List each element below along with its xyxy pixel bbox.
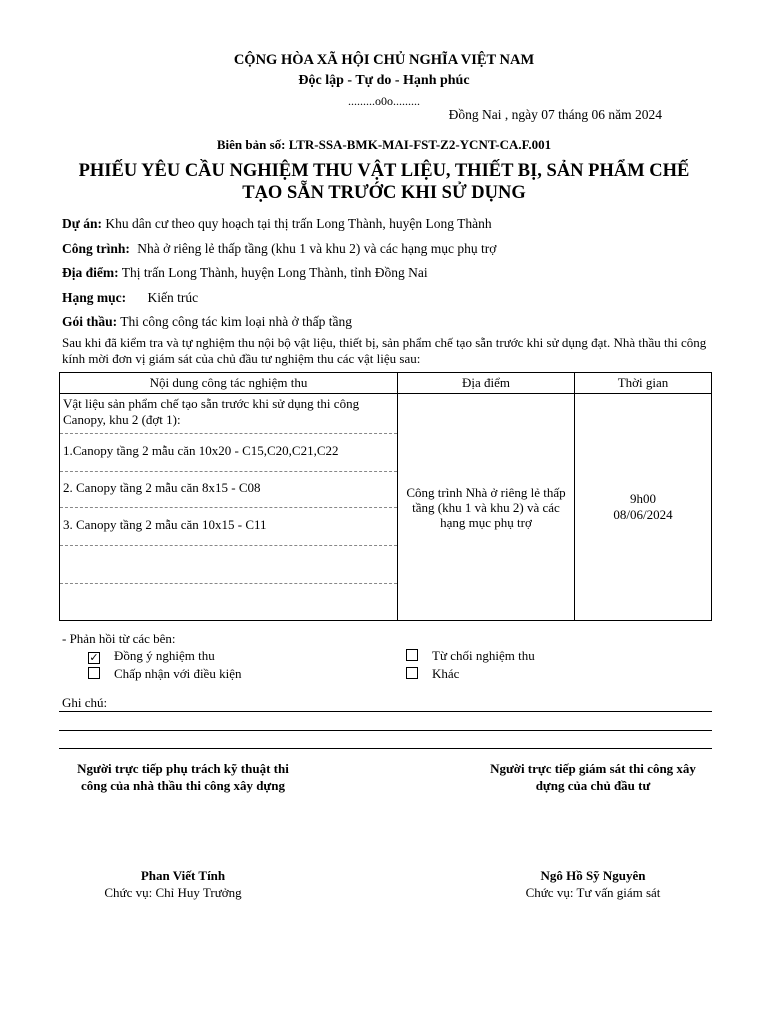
checked-checkbox-icon[interactable]: ✓ [89,652,99,664]
option-other[interactable] [406,666,459,682]
document-number-value: LTR-SSA-BMK-MAI-FST-Z2-YCNT-CA.F.001 [288,137,552,152]
table-item: 1.Canopy tầng 2 mẫu căn 10x20 - C15,C20,C21,C22 [60,434,397,472]
work-row [62,241,496,257]
table-item: Vật liệu sản phẩm chế tạo sẵn trước khi sử dụng thi công Canopy, khu 2 (đợt 1): [60,394,397,434]
right-signatory-name: Ngô Hồ Sỹ Nguyên [540,868,646,883]
content-cell [60,394,398,621]
location-value: Thị trấn Long Thành, huyện Long Thành, tỉnh Đồng Nai [121,265,428,280]
location-cell: Công trình Nhà ở riêng lẻ thấp tầng (khu 1 và khu 2) và các hạng mục phụ trợ [398,394,575,621]
table-item [60,584,397,620]
category-label: Hạng mục: [62,290,127,305]
left-role-line-1: Người trực tiếp phụ trách kỹ thuật thi [77,761,289,776]
left-signatory-position: Chức vụ: Chỉ Huy Trưởng [104,885,242,900]
location-row [62,265,428,281]
work-value: Nhà ở riêng lẻ thấp tầng (khu 1 và khu 2) và các hạng mục phụ trợ [137,241,497,256]
option-agree-label: Đồng ý nghiệm thu [114,648,215,663]
option-reject[interactable] [406,648,535,664]
package-value: Thi công công tác kim loại nhà ở thấp tầng [120,314,352,329]
left-signatory-role [48,760,318,794]
title-line-2: TẠO SẴN TRƯỚC KHI SỬ DỤNG [242,183,526,203]
location-label: Địa điểm: [62,265,119,280]
table-item [60,546,397,584]
project-value: Khu dân cư theo quy hoạch tại thị trấn Long Thành, huyện Long Thành [105,216,492,231]
option-conditional-label: Chấp nhận với điều kiện [114,666,242,681]
table-item: 2. Canopy tầng 2 mẫu căn 8x15 - C08 [60,472,397,508]
note-line-2 [59,730,712,731]
header-location: Địa điểm [398,373,575,394]
option-agree[interactable] [88,648,215,664]
table-row [60,394,712,621]
left-signatory-name: Phan Viết Tính [140,868,226,883]
checkbox-icon[interactable] [88,667,100,679]
document-number [0,137,768,153]
header-time: Thời gian [575,373,712,394]
header-content: Nội dung công tác nghiệm thu [60,373,398,394]
option-other-label: Khác [432,666,460,681]
feedback-label: - Phản hồi từ các bên: [62,631,176,646]
note-line-3 [59,748,712,749]
option-conditional[interactable] [88,666,241,682]
time-hour: 9h00 [630,491,656,506]
intro-paragraph: Sau khi đã kiểm tra và tự nghiệm thu nội bộ vật liệu, thiết bị, sản phẩm chế tạo sẵn trước khi sử dụng đạt. Nhà thầu thi công kính mời đơn vị giám sát của chủ đầu tư nghiệm thu các vật liệu sau: [62,335,707,366]
document-number-label: Biên bản số: [216,137,286,152]
right-signatory-role [458,760,728,794]
right-signatory-position: Chức vụ: Tư vấn giám sát [525,885,661,900]
package-label: Gói thầu: [62,314,118,329]
title-line-1: PHIẾU YÊU CẦU NGHIỆM THU VẬT LIỆU, THIẾT BỊ, SẢN PHẨM CHẾ [78,161,690,181]
table-header-row [60,373,712,394]
project-row [62,216,492,232]
package-row [62,314,352,330]
national-title: CỘNG HÒA XÃ HỘI CHỦ NGHĨA VIỆT NAM [233,52,535,68]
project-label: Dự án: [62,216,102,231]
table-item: 3. Canopy tầng 2 mẫu căn 10x15 - C11 [60,508,397,546]
motto: Độc lập - Tự do - Hạnh phúc [298,73,470,88]
left-role-line-2: công của nhà thầu thi công xây dựng [81,778,285,793]
note-label: Ghi chú: [62,695,108,710]
time-date: 08/06/2024 [613,507,673,522]
checkbox-icon[interactable] [406,667,418,679]
time-cell [575,394,712,621]
work-label: Công trình: [62,241,130,256]
right-role-line-2: dựng của chủ đầu tư [535,778,651,793]
option-reject-label: Từ chối nghiệm thu [432,648,535,663]
separator: .........o0o......... [348,94,420,108]
note-line-1 [59,711,712,712]
category-value: Kiến trúc [147,290,199,305]
checkbox-icon[interactable] [406,649,418,661]
right-role-line-1: Người trực tiếp giám sát thi công xây [490,761,696,776]
category-row [62,290,198,306]
inspection-table [59,372,712,621]
document-date: Đồng Nai , ngày 07 tháng 06 năm 2024 [448,107,662,122]
document-title [60,160,708,204]
